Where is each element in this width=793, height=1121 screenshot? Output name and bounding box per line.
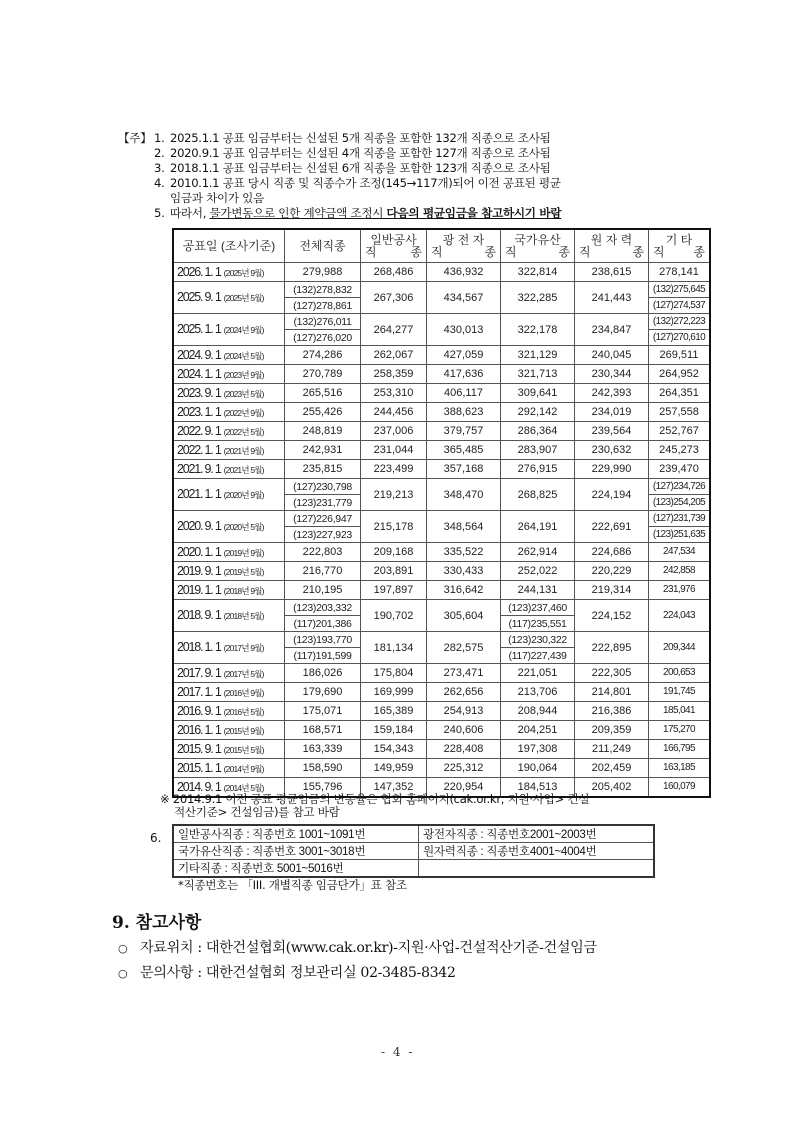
header-nuclear: 원 자 력 직 종 — [575, 229, 649, 263]
note-4-continued: 임금과 차이가 있음 — [170, 191, 264, 205]
optical-value: 305,604 — [427, 600, 501, 632]
general-value: 264,277 — [361, 314, 427, 346]
heritage-value: 204,251 — [501, 721, 575, 740]
heritage-value-a: (123)237,460 — [501, 600, 575, 616]
general-value: 169,999 — [361, 683, 427, 702]
date-cell: 2014. 9. 1 (2014년 5월) — [173, 778, 285, 798]
note-3 — [118, 161, 690, 176]
heritage-value: 276,915 — [501, 460, 575, 479]
all-value-b: (117)191,599 — [285, 648, 361, 664]
note-5 — [118, 206, 690, 221]
all-value: 235,815 — [285, 460, 361, 479]
all-value: 168,571 — [285, 721, 361, 740]
all-value: 255,426 — [285, 403, 361, 422]
date-cell: 2020. 1. 1 (2019년 9월) — [173, 543, 285, 562]
table-row — [173, 403, 710, 422]
nuclear-value: 234,019 — [575, 403, 649, 422]
table-row — [173, 562, 710, 581]
table-row — [173, 511, 710, 527]
heritage-value: 321,713 — [501, 365, 575, 384]
note-number: 3. — [154, 161, 165, 175]
table-row — [173, 683, 710, 702]
header-general: 일반공사 직 종 — [361, 229, 427, 263]
date-cell: 2021. 1. 1 (2020년 9월) — [173, 479, 285, 511]
reference-contact: 문의사항 : 대한건설협회 정보관리실 02-3485-8342 — [140, 965, 456, 981]
nuclear-value: 224,686 — [575, 543, 649, 562]
other-value: 163,185 — [649, 759, 711, 778]
table-row — [173, 263, 710, 282]
general-value: 165,389 — [361, 702, 427, 721]
note-text: 2010.1.1 공표 당시 직종 및 직종수가 조정(145→117개)되어 이전 공표된 평균 — [170, 176, 561, 190]
all-value-b: (117)201,386 — [285, 616, 361, 632]
code-cell: 일반공사직종 : 직종번호 1001~1091번 — [173, 825, 419, 843]
code-row — [173, 843, 654, 860]
date-cell: 2017. 1. 1 (2016년 9월) — [173, 683, 285, 702]
optical-value: 282,575 — [427, 632, 501, 664]
nuclear-value: 209,359 — [575, 721, 649, 740]
other-value-b: (123)251,635 — [649, 527, 711, 543]
other-value: 185,041 — [649, 702, 711, 721]
circle-bullet-icon: ○ — [118, 967, 128, 980]
heritage-value: 184,513 — [501, 778, 575, 798]
other-value: 278,141 — [649, 263, 711, 282]
date-cell: 2015. 1. 1 (2014년 9월) — [173, 759, 285, 778]
optical-value: 427,059 — [427, 346, 501, 365]
all-value: 265,516 — [285, 384, 361, 403]
table-row — [173, 632, 710, 648]
code-cell: 국가유산직종 : 직종번호 3001~3018번 — [173, 843, 419, 860]
remark-note — [160, 793, 690, 819]
job-code-table — [172, 824, 655, 878]
other-value: 264,351 — [649, 384, 711, 403]
optical-value: 436,932 — [427, 263, 501, 282]
heritage-value: 264,191 — [501, 511, 575, 543]
optical-value: 240,606 — [427, 721, 501, 740]
all-value: 274,286 — [285, 346, 361, 365]
other-value: 239,470 — [649, 460, 711, 479]
heritage-value: 286,364 — [501, 422, 575, 441]
table-row — [173, 740, 710, 759]
note-4 — [118, 176, 690, 191]
optical-value: 228,408 — [427, 740, 501, 759]
nuclear-value: 214,801 — [575, 683, 649, 702]
table-row — [173, 314, 710, 330]
optical-value: 335,522 — [427, 543, 501, 562]
table-row — [173, 422, 710, 441]
nuclear-value: 211,249 — [575, 740, 649, 759]
general-value: 268,486 — [361, 263, 427, 282]
all-value: 248,819 — [285, 422, 361, 441]
heritage-value-b: (117)227,439 — [501, 648, 575, 664]
general-value: 223,499 — [361, 460, 427, 479]
nuclear-value: 220,229 — [575, 562, 649, 581]
code-cell: 광전자직종 : 직종번호2001~2003번 — [419, 825, 655, 843]
heritage-value: 208,944 — [501, 702, 575, 721]
general-value: 267,306 — [361, 282, 427, 314]
date-cell: 2019. 1. 1 (2018년 9월) — [173, 581, 285, 600]
general-value: 258,359 — [361, 365, 427, 384]
all-value: 210,195 — [285, 581, 361, 600]
code-cell: 기타직종 : 직종번호 5001~5016번 — [173, 860, 419, 878]
heritage-value: 221,051 — [501, 664, 575, 683]
job-code-footnote: *직종번호는 「III. 개별직종 임금단가」표 참조 — [178, 878, 407, 892]
heritage-value: 322,814 — [501, 263, 575, 282]
reference-mark-icon: ※ — [160, 792, 170, 806]
optical-value: 388,623 — [427, 403, 501, 422]
all-value: 163,339 — [285, 740, 361, 759]
header-other: 기 타 직 종 — [649, 229, 711, 263]
table-row — [173, 282, 710, 298]
circle-bullet-icon: ○ — [118, 942, 128, 955]
date-cell: 2026. 1. 1 (2025년 9월) — [173, 263, 285, 282]
table-row — [173, 441, 710, 460]
nuclear-value: 222,305 — [575, 664, 649, 683]
heritage-value: 252,022 — [501, 562, 575, 581]
general-value: 219,213 — [361, 479, 427, 511]
date-cell: 2024. 9. 1 (2024년 5월) — [173, 346, 285, 365]
reference-item — [118, 936, 597, 961]
heritage-value: 283,907 — [501, 441, 575, 460]
note-5-emphasis: 다음의 평균임금을 참고하시기 바람 — [386, 206, 562, 220]
general-value: 203,891 — [361, 562, 427, 581]
nuclear-value: 238,615 — [575, 263, 649, 282]
optical-value: 417,636 — [427, 365, 501, 384]
nuclear-value: 219,314 — [575, 581, 649, 600]
date-cell: 2015. 9. 1 (2015년 5월) — [173, 740, 285, 759]
other-value: 257,558 — [649, 403, 711, 422]
other-value: 269,511 — [649, 346, 711, 365]
table-row — [173, 479, 710, 495]
heritage-value-b: (117)235,551 — [501, 616, 575, 632]
other-value: 191,745 — [649, 683, 711, 702]
table-row — [173, 460, 710, 479]
date-cell: 2021. 9. 1 (2021년 5월) — [173, 460, 285, 479]
other-value-a: (132)272,223 — [649, 314, 711, 330]
reference-item — [118, 961, 597, 986]
heritage-value: 244,131 — [501, 581, 575, 600]
average-wage-table — [172, 228, 711, 798]
nuclear-value: 230,632 — [575, 441, 649, 460]
table-row — [173, 365, 710, 384]
other-value-b: (127)274,537 — [649, 298, 711, 314]
other-value: 231,976 — [649, 581, 711, 600]
page-number: - 4 - — [381, 1045, 415, 1059]
note-text: 2025.1.1 공표 임금부터는 신설된 5개 직종을 포함한 132개 직종으로 조사됨 — [170, 131, 551, 145]
other-value-a: (127)231,739 — [649, 511, 711, 527]
remark-line-1: 2014.9.1 이전 공표 평균임금의 변동율은 협회 홈페이지(cak.or.kr, 지원·사업> 건설 — [172, 792, 590, 806]
optical-value: 379,757 — [427, 422, 501, 441]
general-value: 253,310 — [361, 384, 427, 403]
nuclear-value: 205,402 — [575, 778, 649, 798]
note-text — [170, 206, 690, 221]
optical-value: 330,433 — [427, 562, 501, 581]
nuclear-value: 230,344 — [575, 365, 649, 384]
all-value: 186,026 — [285, 664, 361, 683]
all-value: 270,789 — [285, 365, 361, 384]
general-value: 147,352 — [361, 778, 427, 798]
other-value-b: (123)254,205 — [649, 495, 711, 511]
general-value: 181,134 — [361, 632, 427, 664]
table-row — [173, 721, 710, 740]
general-value: 237,006 — [361, 422, 427, 441]
header-optical: 광 전 자 직 종 — [427, 229, 501, 263]
table-header-row — [173, 229, 710, 263]
optical-value: 254,913 — [427, 702, 501, 721]
all-value: 216,770 — [285, 562, 361, 581]
table-row — [173, 346, 710, 365]
note-number: 4. — [154, 176, 165, 190]
date-cell: 2020. 9. 1 (2020년 5월) — [173, 511, 285, 543]
code-row — [173, 825, 654, 843]
nuclear-value: 224,152 — [575, 600, 649, 632]
other-value: 242,858 — [649, 562, 711, 581]
code-cell — [419, 860, 655, 878]
optical-value: 357,168 — [427, 460, 501, 479]
note-number: 5. — [154, 206, 165, 220]
optical-value: 262,656 — [427, 683, 501, 702]
heritage-value: 322,285 — [501, 282, 575, 314]
nuclear-value: 241,443 — [575, 282, 649, 314]
all-value-b: (127)276,020 — [285, 330, 361, 346]
date-cell: 2025. 9. 1 (2025년 5월) — [173, 282, 285, 314]
other-value: 264,952 — [649, 365, 711, 384]
remark-line-2: 적산기준> 건설임금)를 참고 바람 — [174, 805, 340, 819]
general-value: 154,343 — [361, 740, 427, 759]
nuclear-value: 234,847 — [575, 314, 649, 346]
heritage-value: 292,142 — [501, 403, 575, 422]
date-cell: 2022. 1. 1 (2021년 9월) — [173, 441, 285, 460]
nuclear-value: 229,990 — [575, 460, 649, 479]
section-title: 9. 참고사항 — [112, 913, 202, 933]
date-cell: 2018. 9. 1 (2018년 5월) — [173, 600, 285, 632]
nuclear-value: 202,459 — [575, 759, 649, 778]
code-row — [173, 860, 654, 878]
all-value-a: (132)278,832 — [285, 282, 361, 298]
all-value-b: (123)231,779 — [285, 495, 361, 511]
table-row — [173, 384, 710, 403]
header-all: 전체직종 — [285, 229, 361, 263]
other-value: 160,079 — [649, 778, 711, 798]
all-value-a: (127)230,798 — [285, 479, 361, 495]
optical-value: 406,117 — [427, 384, 501, 403]
all-value: 242,931 — [285, 441, 361, 460]
note-6-number: 6. — [150, 831, 162, 845]
note-text: 2018.1.1 공표 임금부터는 신설된 6개 직종을 포함한 123개 직종으로 조사됨 — [170, 161, 551, 175]
nuclear-value: 240,045 — [575, 346, 649, 365]
all-value-b: (127)278,861 — [285, 298, 361, 314]
code-cell: 원자력직종 : 직종번호4001~4004번 — [419, 843, 655, 860]
note-5-plain: 따라서, — [170, 206, 210, 220]
table-row — [173, 543, 710, 562]
nuclear-value: 239,564 — [575, 422, 649, 441]
nuclear-value: 216,386 — [575, 702, 649, 721]
date-cell: 2023. 1. 1 (2022년 9월) — [173, 403, 285, 422]
all-value: 175,071 — [285, 702, 361, 721]
date-cell: 2018. 1. 1 (2017년 9월) — [173, 632, 285, 664]
all-value-a: (123)203,332 — [285, 600, 361, 616]
heritage-value: 309,641 — [501, 384, 575, 403]
reference-list — [118, 936, 597, 986]
other-value: 224,043 — [649, 600, 711, 632]
heritage-value-a: (123)230,322 — [501, 632, 575, 648]
table-row — [173, 759, 710, 778]
nuclear-value: 224,194 — [575, 479, 649, 511]
table-row — [173, 664, 710, 683]
optical-value: 430,013 — [427, 314, 501, 346]
all-value-a: (132)276,011 — [285, 314, 361, 330]
all-value: 158,590 — [285, 759, 361, 778]
general-value: 244,456 — [361, 403, 427, 422]
note-1 — [118, 131, 690, 146]
date-cell: 2016. 9. 1 (2016년 5월) — [173, 702, 285, 721]
date-cell: 2024. 1. 1 (2023년 9월) — [173, 365, 285, 384]
heritage-value: 197,308 — [501, 740, 575, 759]
all-value: 279,988 — [285, 263, 361, 282]
header-date: 공표일 (조사기준) — [173, 229, 285, 263]
nuclear-value: 242,393 — [575, 384, 649, 403]
notes-prefix: 【주】 — [118, 131, 152, 145]
general-value: 215,178 — [361, 511, 427, 543]
all-value: 155,796 — [285, 778, 361, 798]
general-value: 209,168 — [361, 543, 427, 562]
optical-value: 220,954 — [427, 778, 501, 798]
heritage-value: 322,178 — [501, 314, 575, 346]
other-value: 247,534 — [649, 543, 711, 562]
table-row — [173, 600, 710, 616]
other-value-a: (132)275,645 — [649, 282, 711, 298]
other-value: 209,344 — [649, 632, 711, 664]
optical-value: 365,485 — [427, 441, 501, 460]
header-heritage: 국가유산 직 종 — [501, 229, 575, 263]
date-cell: 2016. 1. 1 (2015년 9월) — [173, 721, 285, 740]
date-cell: 2022. 9. 1 (2022년 5월) — [173, 422, 285, 441]
reference-location: 자료위치 : 대한건설협회(www.cak.or.kr)-지원·사업-건설적산기준-건설임금 — [140, 940, 597, 956]
general-value: 231,044 — [361, 441, 427, 460]
heritage-value: 268,825 — [501, 479, 575, 511]
other-value: 245,273 — [649, 441, 711, 460]
all-value: 222,803 — [285, 543, 361, 562]
optical-value: 316,642 — [427, 581, 501, 600]
heritage-value: 190,064 — [501, 759, 575, 778]
general-value: 159,184 — [361, 721, 427, 740]
other-value-b: (127)270,610 — [649, 330, 711, 346]
other-value: 252,767 — [649, 422, 711, 441]
optical-value: 225,312 — [427, 759, 501, 778]
table-row — [173, 581, 710, 600]
all-value: 179,690 — [285, 683, 361, 702]
general-value: 175,804 — [361, 664, 427, 683]
note-5-underline: 물가변동으로 인한 계약금액 조정시 — [209, 206, 387, 220]
general-value: 149,959 — [361, 759, 427, 778]
note-2 — [118, 146, 690, 161]
optical-value: 273,471 — [427, 664, 501, 683]
date-cell: 2017. 9. 1 (2017년 5월) — [173, 664, 285, 683]
heritage-value: 262,914 — [501, 543, 575, 562]
notes-block — [118, 131, 690, 221]
general-value: 262,067 — [361, 346, 427, 365]
note-text: 2020.9.1 공표 임금부터는 신설된 4개 직종을 포함한 127개 직종으로 조사됨 — [170, 146, 551, 160]
date-cell: 2025. 1. 1 (2024년 9월) — [173, 314, 285, 346]
date-cell: 2019. 9. 1 (2019년 5월) — [173, 562, 285, 581]
note-number: 1. — [154, 131, 165, 145]
other-value: 200,653 — [649, 664, 711, 683]
general-value: 190,702 — [361, 600, 427, 632]
date-cell: 2023. 9. 1 (2023년 5월) — [173, 384, 285, 403]
other-value-a: (127)234,726 — [649, 479, 711, 495]
other-value: 175,270 — [649, 721, 711, 740]
all-value-b: (123)227,923 — [285, 527, 361, 543]
heritage-value: 321,129 — [501, 346, 575, 365]
nuclear-value: 222,691 — [575, 511, 649, 543]
heritage-value: 213,706 — [501, 683, 575, 702]
optical-value: 348,470 — [427, 479, 501, 511]
other-value: 166,795 — [649, 740, 711, 759]
all-value-a: (123)193,770 — [285, 632, 361, 648]
note-number: 2. — [154, 146, 165, 160]
optical-value: 434,567 — [427, 282, 501, 314]
general-value: 197,897 — [361, 581, 427, 600]
nuclear-value: 222,895 — [575, 632, 649, 664]
all-value-a: (127)226,947 — [285, 511, 361, 527]
optical-value: 348,564 — [427, 511, 501, 543]
table-row — [173, 702, 710, 721]
